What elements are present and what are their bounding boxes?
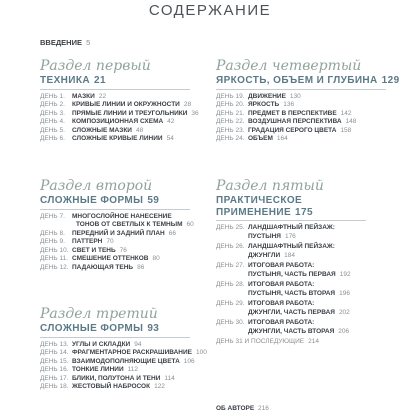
toc-entry[interactable]: ДЕНЬ 28. ИТОГОВАЯ РАБОТА: ПУСТЫНЯ, ЧАСТЬ ВТОРАЯ 196: [216, 281, 350, 297]
section-3-entries: [40, 341, 207, 392]
toc-entry[interactable]: ДЕНЬ 10. СВЕТ И ТЕНЬ 76: [40, 246, 127, 254]
section-5-divider: [216, 220, 366, 221]
toc-entry[interactable]: ДЕНЬ 1. МАЗКИ 22: [40, 92, 107, 100]
section-4-heading[interactable]: [216, 75, 400, 87]
toc-entry[interactable]: ДЕНЬ 24. ОБЪЕМ 164: [216, 135, 288, 142]
toc-entry[interactable]: ДЕНЬ 9. ПАТТЕРН 70: [40, 238, 114, 245]
toc-entry[interactable]: ДЕНЬ 21. ПРЕДМЕТ В ПЕРСПЕКТИВЕ 142: [216, 109, 352, 117]
section-2-heading[interactable]: [40, 195, 194, 207]
section-3-heading[interactable]: [40, 323, 207, 335]
section-4-entries: [216, 93, 400, 144]
toc-entry[interactable]: ДЕНЬ 18. ЖЕСТОВЫЙ НАБРОСОК 122: [40, 383, 165, 390]
section-5-entries: [216, 224, 366, 347]
about-author-entry[interactable]: [216, 405, 269, 412]
toc-entry[interactable]: ДЕНЬ 25. ЛАНДШАФТНЫЙ ПЕЙЗАЖ: ПУСТЫНЯ 176: [216, 224, 335, 240]
toc-entry[interactable]: ДЕНЬ 14. ФРАГМЕНТАРНОЕ РАСКРАШИВАНИЕ 100: [40, 349, 207, 356]
page-title: СОДЕРЖАНИЕ: [148, 2, 272, 19]
about-author-page: 216: [258, 405, 269, 412]
section-1: [40, 58, 199, 144]
toc-entry[interactable]: ДЕНЬ 19. ДВИЖЕНИЕ 130: [216, 92, 301, 100]
about-author-label: ОБ АВТОРЕ: [216, 405, 255, 412]
toc-entry[interactable]: ДЕНЬ 17. БЛИКИ, ПОЛУТОНА И ТЕНИ 114: [40, 374, 175, 382]
section-2-page: 59: [147, 195, 160, 206]
section-3-title: СЛОЖНЫЕ ФОРМЫ: [40, 323, 144, 334]
toc-entry[interactable]: ДЕНЬ 3. ПРЯМЫЕ ЛИНИИ И ТРЕУГОЛЬНИКИ 36: [40, 109, 199, 117]
section-3-script-title: Раздел третий: [40, 306, 158, 322]
section-4-divider: [216, 89, 386, 90]
section-2: [40, 178, 194, 272]
toc-entry[interactable]: ДЕНЬ 30. ИТОГОВАЯ РАБОТА: ДЖУНГЛИ, ЧАСТЬ ВТОРАЯ 206: [216, 319, 350, 335]
section-5-title-2: ПРИМЕНЕНИЕ: [216, 206, 292, 218]
toc-entry[interactable]: ДЕНЬ 2. КРИВЫЕ ЛИНИИ И ОКРУЖНОСТИ 28: [40, 101, 192, 108]
section-3: [40, 306, 207, 392]
section-2-divider: [40, 209, 190, 210]
toc-entry[interactable]: ДЕНЬ 20. ЯРКОСТЬ 136: [216, 101, 295, 108]
section-5-heading[interactable]: [216, 195, 366, 218]
toc-entry[interactable]: ДЕНЬ 12. ПАДАЮЩАЯ ТЕНЬ 86: [40, 263, 145, 271]
section-5-script-title: Раздел пятый: [216, 178, 324, 194]
toc-entry[interactable]: ДЕНЬ 29. ИТОГОВАЯ РАБОТА: ДЖУНГЛИ, ЧАСТЬ ПЕРВАЯ 202: [216, 300, 350, 316]
section-5: [216, 178, 366, 347]
intro-label: ВВЕДЕНИЕ: [40, 38, 82, 47]
section-5-page: 175: [295, 206, 313, 218]
toc-entry[interactable]: ДЕНЬ 8. ПЕРЕДНИЙ И ЗАДНИЙ ПЛАН 66: [40, 229, 176, 237]
toc-entry[interactable]: ДЕНЬ 4. КОМПОЗИЦИОННАЯ СХЕМА 42: [40, 118, 175, 125]
section-2-entries: [40, 213, 194, 273]
toc-entry[interactable]: ДЕНЬ 23. ГРАДАЦИЯ СЕРОГО ЦВЕТА 158: [216, 126, 352, 134]
toc-entry[interactable]: ДЕНЬ 5. СЛОЖНЫЕ МАЗКИ 48: [40, 126, 144, 134]
section-4-title: ЯРКОСТЬ, ОБЪЕМ И ГЛУБИНА: [216, 75, 378, 86]
section-1-heading[interactable]: [40, 75, 199, 87]
section-1-script-title: Раздел первый: [40, 58, 151, 74]
intro-page: 5: [86, 38, 91, 47]
section-3-page: 93: [147, 323, 160, 334]
toc-entry[interactable]: ДЕНЬ 15. ВЗАИМОДОПОЛНЯЮЩИЕ ЦВЕТА 106: [40, 357, 195, 365]
section-2-title: СЛОЖНЫЕ ФОРМЫ: [40, 195, 144, 206]
toc-entry[interactable]: ДЕНЬ 7. МНОГОСЛОЙНОЕ НАНЕСЕНИЕ ТОНОВ ОТ СВЕТЛЫХ К ТЕМНЫМ 60: [40, 212, 194, 228]
section-3-divider: [40, 337, 190, 338]
section-4-script-title: Раздел четвертый: [216, 58, 362, 74]
section-4: [216, 58, 400, 144]
toc-entry[interactable]: ДЕНЬ 22. ВОЗДУШНАЯ ПЕРСПЕКТИВА 148: [216, 118, 357, 125]
toc-entry[interactable]: ДЕНЬ 27. ИТОГОВАЯ РАБОТА: ПУСТЫНЯ, ЧАСТЬ ПЕРВАЯ 192: [216, 262, 351, 278]
toc-entry[interactable]: ДЕНЬ 11. СМЕШЕНИЕ ОТТЕНКОВ 80: [40, 255, 160, 262]
toc-entry[interactable]: ДЕНЬ 13. УГЛЫ И СКЛАДКИ 94: [40, 340, 142, 348]
section-1-entries: [40, 93, 199, 144]
section-1-title: ТЕХНИКА: [40, 75, 90, 86]
section-1-page: 21: [93, 75, 106, 86]
toc-entry[interactable]: ДЕНЬ 6. СЛОЖНЫЕ КРИВЫЕ ЛИНИИ 54: [40, 135, 174, 142]
toc-entry[interactable]: ДЕНЬ 26. ЛАНДШАФТНЫЙ ПЕЙЗАЖ: ДЖУНГЛИ 184: [216, 243, 335, 259]
toc-entry[interactable]: ДЕНЬ 31 И ПОСЛЕДУЮЩИЕ 214: [216, 338, 319, 345]
toc-entry[interactable]: ДЕНЬ 16. ТОНКИЕ ЛИНИИ 112: [40, 366, 138, 373]
intro-entry[interactable]: [40, 38, 90, 47]
section-5-title: ПРАКТИЧЕСКОЕ: [216, 195, 303, 206]
section-4-page: 129: [381, 75, 400, 86]
section-2-script-title: Раздел второй: [40, 178, 153, 194]
section-1-divider: [40, 89, 190, 90]
